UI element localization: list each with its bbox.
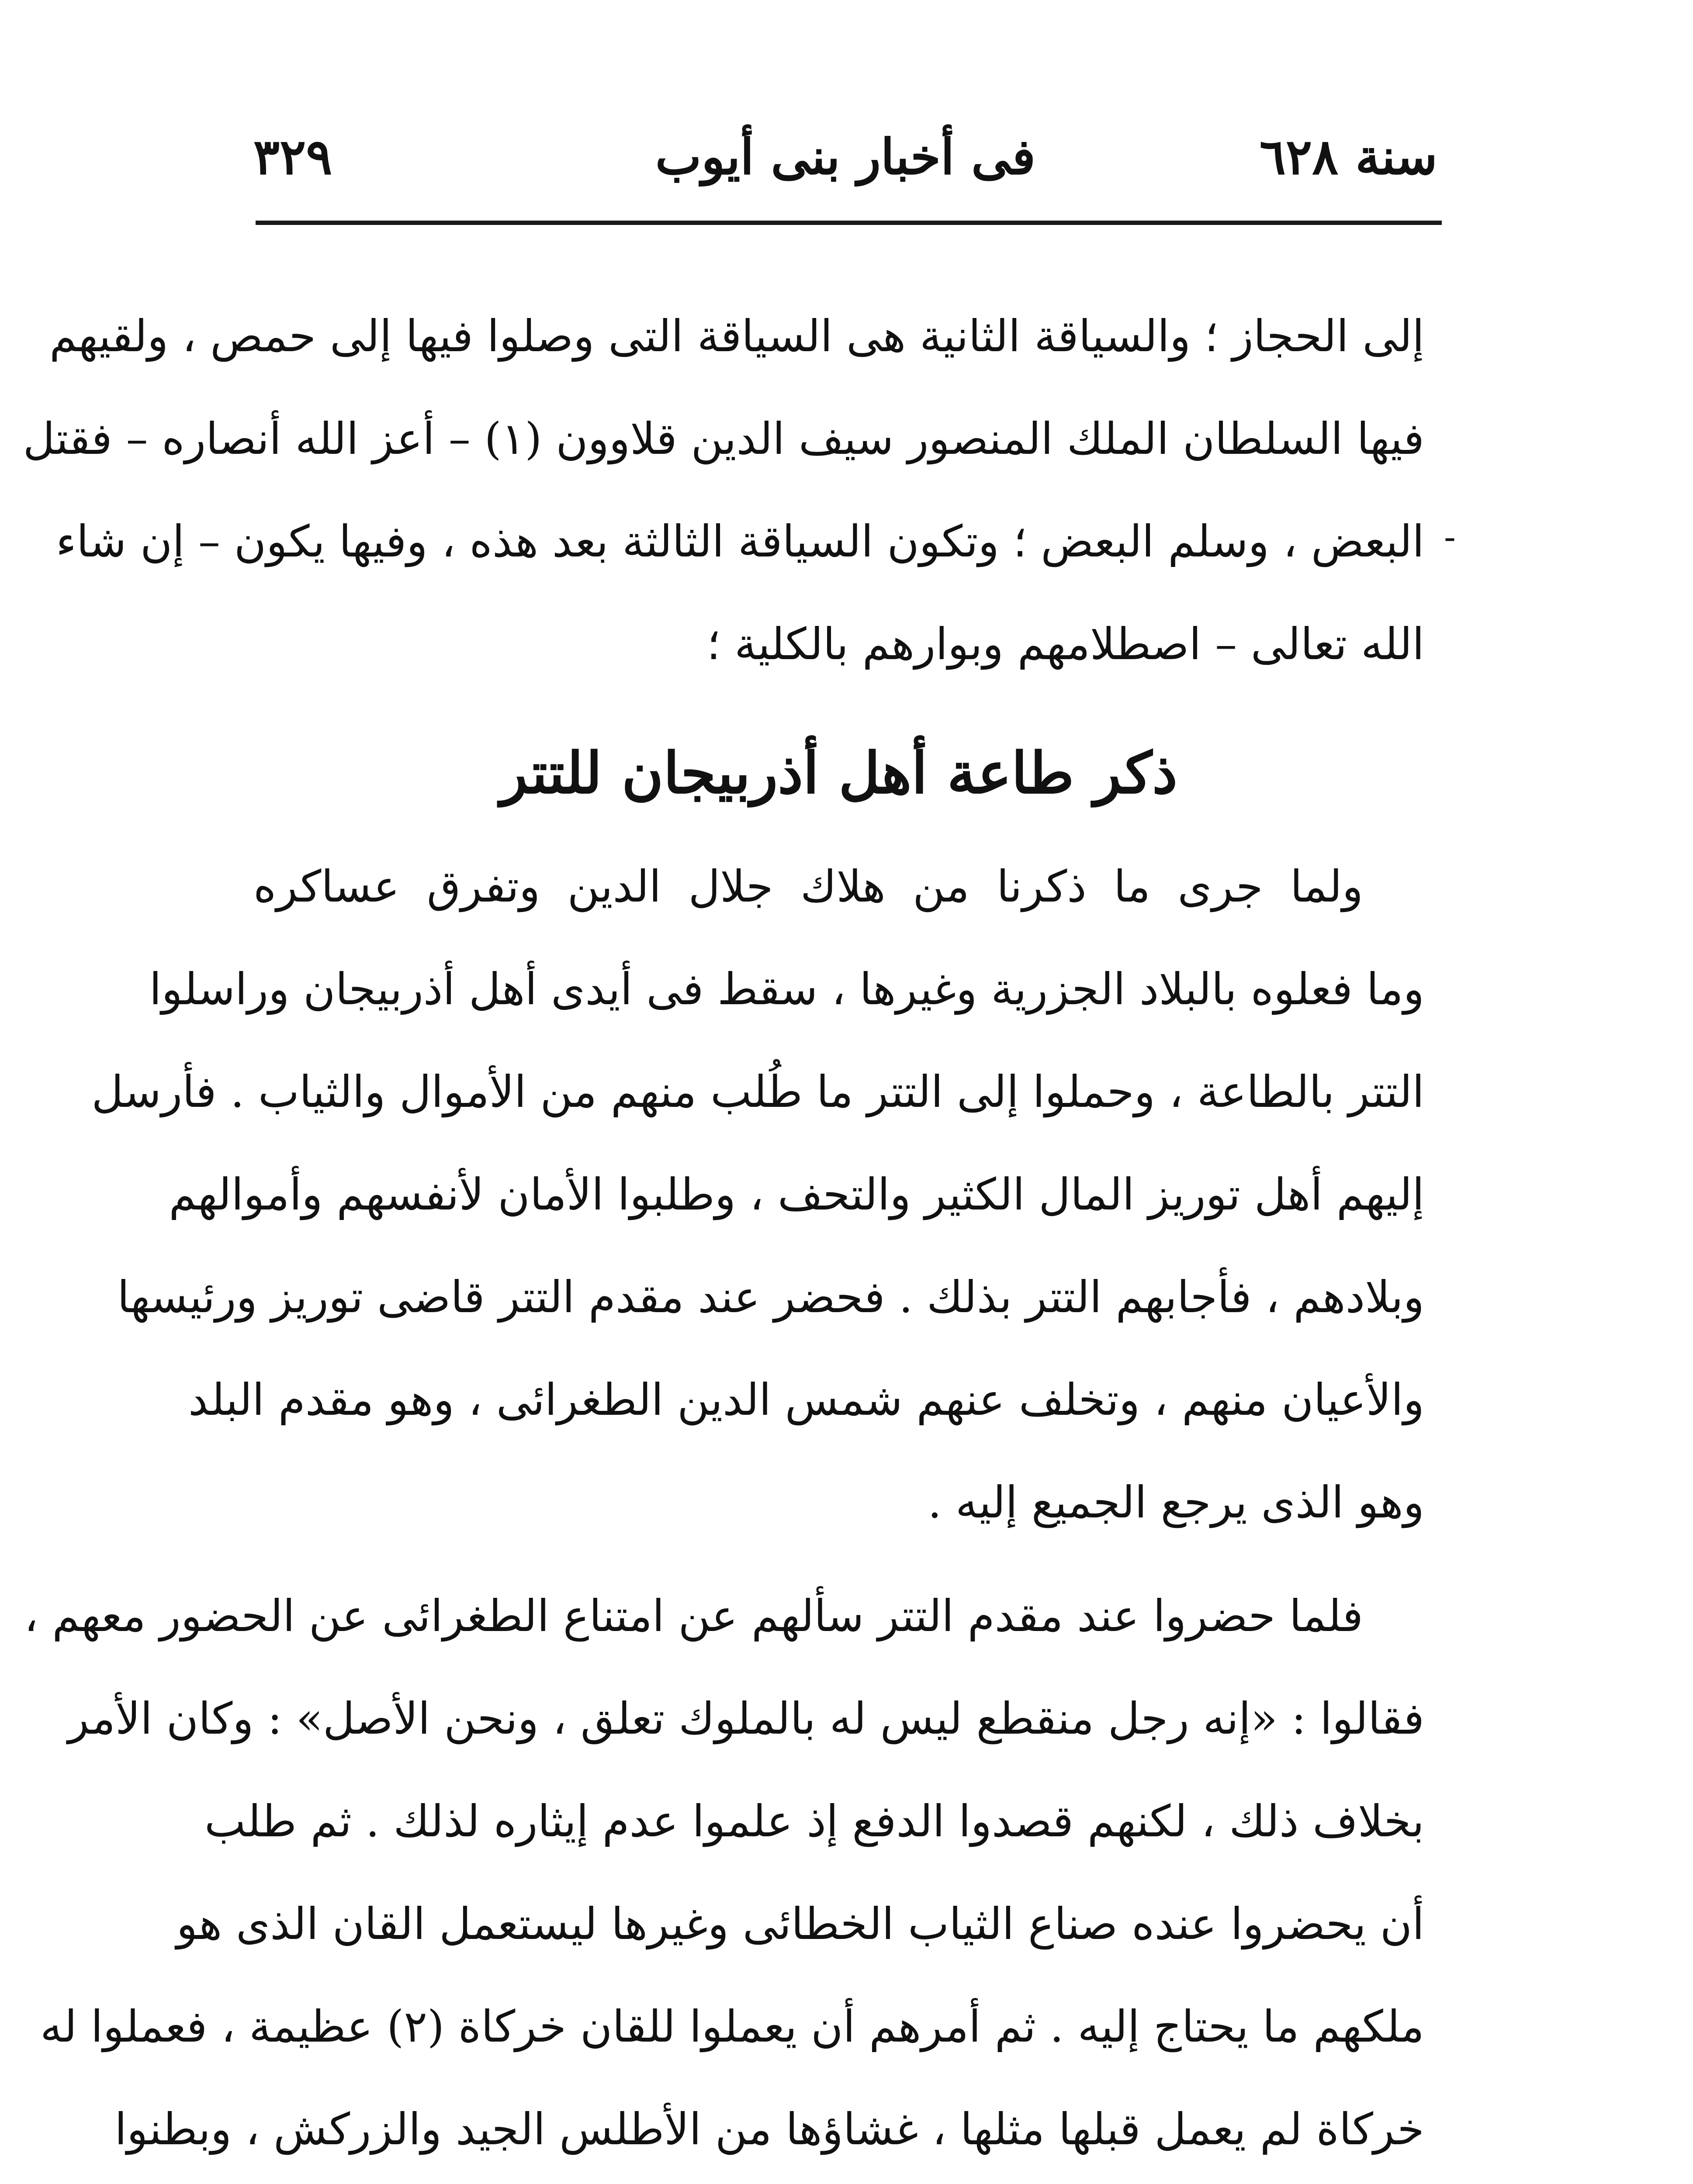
header-year: سنة ٦٢٨ — [1259, 128, 1437, 186]
text-line: بخلاف ذلك ، لكنهم قصدوا الدفع إذ علموا عدم إيثاره لذلك . ثم طلب — [204, 1796, 1424, 1847]
text-line: خركاة لم يعمل قبلها مثلها ، غشاؤها من الأطلس الجيد والزركش ، وبطنوا — [114, 2104, 1424, 2155]
text-line: أن يحضروا عنده صناع الثياب الخطائى وغيرها ليستعمل القان الذى هو — [176, 1898, 1424, 1949]
text-line: فقالوا : «إنه رجل منقطع ليس له بالملوك تعلق ، ونحن الأصل» : وكان الأمر — [68, 1693, 1424, 1744]
header-title: فى أخبار بنى أيوب — [655, 128, 1036, 186]
section-heading: ذكر طاعة أهل أذربيجان للتتر — [500, 740, 1178, 806]
margin-mark: - — [1444, 517, 1456, 557]
text-line: فيها السلطان الملك المنصور سيف الدين قلاوون (١) – أعز الله أنصاره – فقتل — [23, 413, 1424, 464]
text-line: الله تعالى – اصطلامهم وبوارهم بالكلية ؛ — [706, 619, 1424, 670]
text-line: إليهم أهل توريز المال الكثير والتحف ، وطلبوا الأمان لأنفسهم وأموالهم — [169, 1169, 1424, 1220]
text-line: والأعيان منهم ، وتخلف عنهم شمس الدين الطغرائى ، وهو مقدم البلد — [188, 1374, 1424, 1425]
page-number: ٣٢٩ — [253, 128, 332, 186]
text-line: ملكهم ما يحتاج إليه . ثم أمرهم أن يعملوا للقان خركاة (٢) عظيمة ، فعملوا له — [40, 2001, 1424, 2052]
text-line: وهو الذى يرجع الجميع إليه . — [928, 1477, 1424, 1528]
text-line: وبلادهم ، فأجابهم التتر بذلك . فحضر عند مقدم التتر قاضى توريز ورئيسها — [117, 1272, 1424, 1323]
text-line: ولما جرى ما ذكرنا من هلاك جلال الدين وتفرق عساكره — [253, 861, 1363, 912]
text-line: إلى الحجاز ؛ والسياقة الثانية هى السياقة التى وصلوا فيها إلى حمص ، ولقيهم — [49, 311, 1424, 362]
text-line: البعض ، وسلم البعض ؛ وتكون السياقة الثالثة بعد هذه ، وفيها يكون – إن شاء — [55, 516, 1424, 567]
header-rule — [256, 221, 1442, 225]
text-line: وما فعلوه بالبلاد الجزرية وغيرها ، سقط فى أيدى أهل أذربيجان وراسلوا — [149, 964, 1424, 1015]
page-header — [253, 118, 1437, 197]
text-line: فلما حضروا عند مقدم التتر سألهم عن امتناع الطغرائى عن الحضور معهم ، — [24, 1590, 1363, 1641]
text-line: التتر بالطاعة ، وحملوا إلى التتر ما طُلب منهم من الأموال والثياب . فأرسل — [91, 1066, 1424, 1117]
